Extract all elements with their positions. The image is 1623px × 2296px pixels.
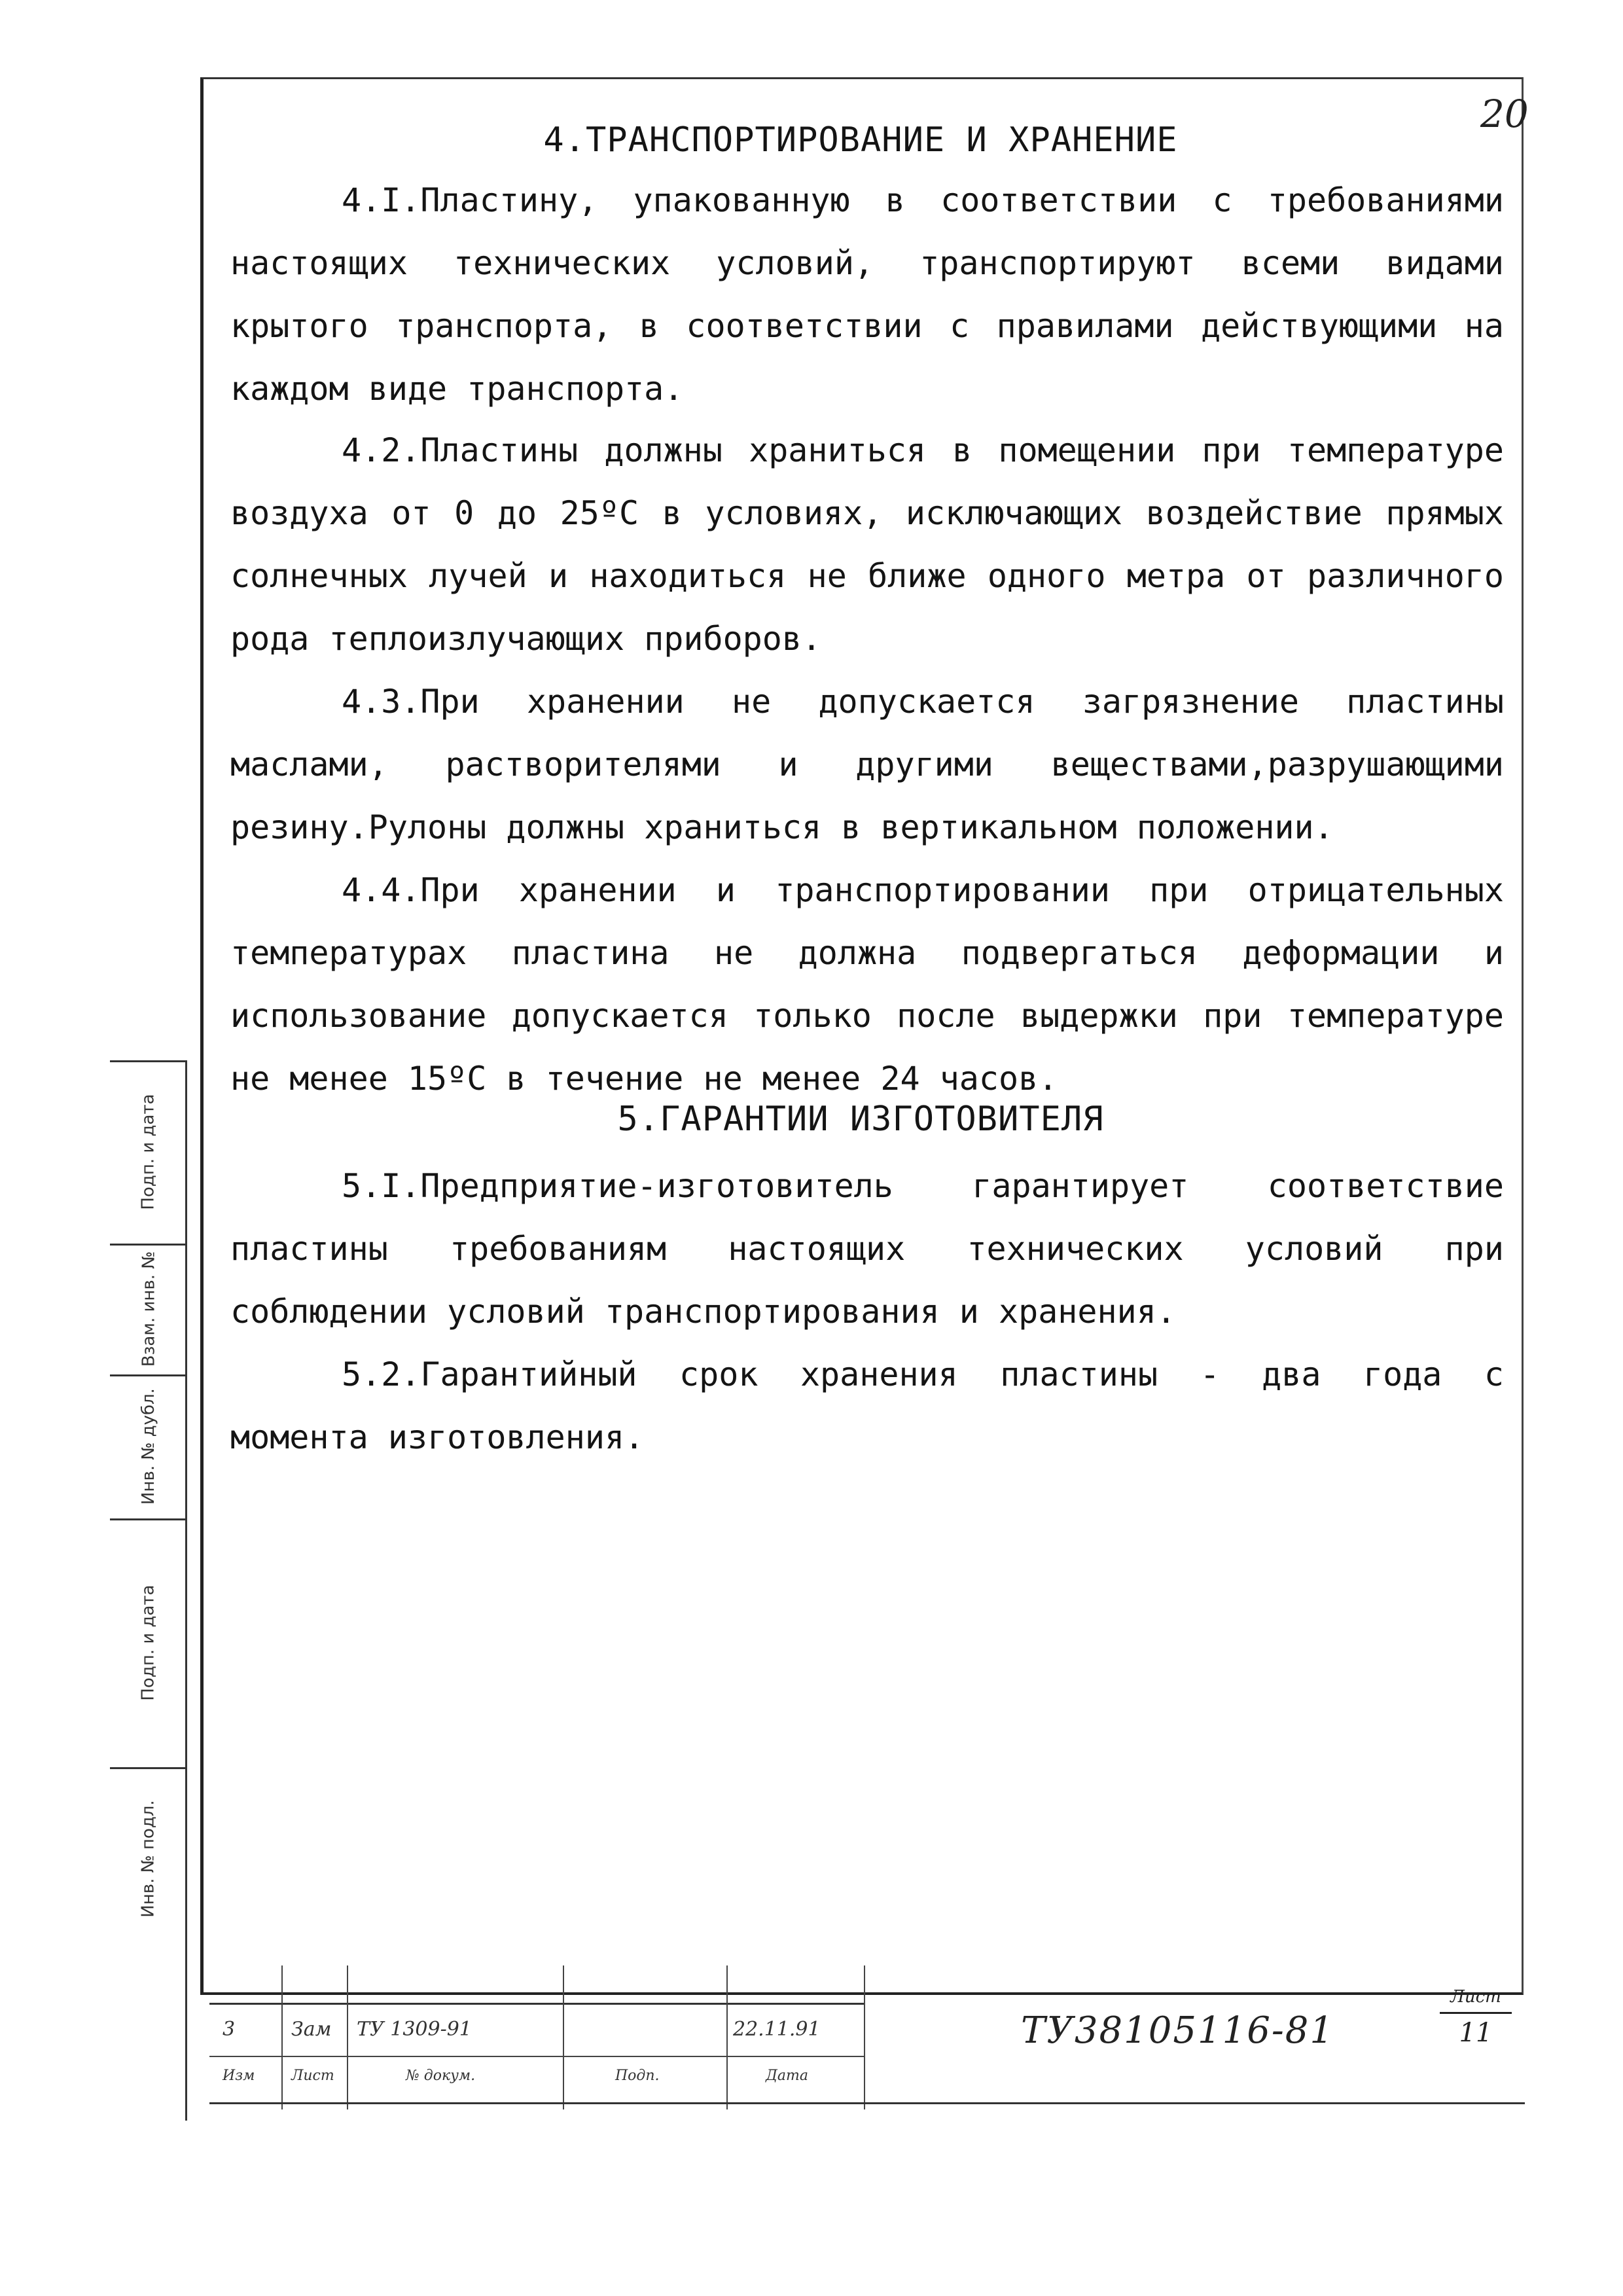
margin-stamp xyxy=(110,1060,187,2121)
paragraph-4-1 xyxy=(230,169,1524,420)
col-header-doc: № докум. xyxy=(406,2068,476,2084)
stamp-divider xyxy=(110,1374,187,1376)
paragraph-4-3-text: 4.3.При хранении не допускается загрязнение пластины маслами, растворителями и другими веществами,разрушающими резину.Рулоны должны храниться в вертикальном положении. xyxy=(230,683,1524,846)
paragraph-4-4-text: 4.4.При хранении и транспортировании при отрицательных температурах пластина не должна подвергаться деформации и использование допускается только после выдержки при температуре не менее 15ºС в течение не менее 24 часов. xyxy=(230,871,1524,1098)
change-sheet: Зам xyxy=(291,2018,332,2041)
col-header-izm: Изм xyxy=(223,2068,255,2084)
paragraph-4-3 xyxy=(230,670,1524,859)
grid-line xyxy=(726,1965,728,2109)
stamp-divider xyxy=(110,1518,187,1520)
paragraph-5-1 xyxy=(230,1155,1524,1343)
paragraph-4-4 xyxy=(230,859,1524,1110)
stamp-divider xyxy=(110,1060,187,1062)
stamp-cell-podp-data xyxy=(119,1073,178,1230)
col-header-data: Дата xyxy=(766,2068,808,2084)
stamp-divider xyxy=(110,1244,187,1246)
paragraph-5-2-text: 5.2.Гарантийный срок хранения пластины - два года с момента изготовления. xyxy=(230,1355,1524,1456)
stamp-cell-inv-podl xyxy=(119,1780,178,1937)
stamp-label: Подп. и дата xyxy=(139,1094,158,1210)
change-date: 22.11.91 xyxy=(733,2018,821,2041)
title-block-grid xyxy=(209,2003,864,2109)
col-header-list: Лист xyxy=(291,2068,334,2084)
stamp-label: Подп. и дата xyxy=(139,1585,158,1701)
col-header-podp: Подп. xyxy=(615,2068,660,2084)
grid-line xyxy=(209,2056,864,2057)
section-5-heading: 5.ГАРАНТИИ ИЗГОТОВИТЕЛЯ xyxy=(617,1100,1104,1139)
grid-line xyxy=(864,1965,865,2109)
stamp-label: Инв. № дубл. xyxy=(139,1388,159,1505)
stamp-cell-inv-dubl xyxy=(119,1388,178,1505)
sheet-label: Лист xyxy=(1440,1987,1512,2014)
paragraph-5-1-text: 5.I.Предприятие-изготовитель гарантирует соответствие пластины требованиям настоящих технических условий при соблюдении условий транспортирования и хранения. xyxy=(230,1167,1524,1331)
grid-line xyxy=(347,1965,348,2109)
grid-line xyxy=(563,1965,564,2109)
title-block-bottom-line xyxy=(209,2102,1525,2104)
stamp-cell-podp-data-2 xyxy=(119,1532,178,1754)
document-code: ТУ38105116-81 xyxy=(1021,2009,1335,2052)
stamp-label: Инв. № подл. xyxy=(139,1800,158,1918)
change-doc: ТУ 1309-91 xyxy=(357,2018,472,2041)
grid-line xyxy=(281,1965,283,2109)
change-no: 3 xyxy=(223,2018,236,2041)
paragraph-4-2-text: 4.2.Пластины должны храниться в помещении при температуре воздуха от 0 до 25ºС в условиях, исключающих воздействие прямых солнечных лучей и находиться не ближе одного метра от различного рода теплоизлучающих приборов. xyxy=(230,431,1524,658)
sheet-number: 11 xyxy=(1459,2018,1493,2048)
paragraph-4-1-text: 4.I.Пластину, упакованную в соответствии с требованиями настоящих технических условий, транспортируют всеми видами крытого транспорта, в соответствии с правилами действующими на каждом виде транспорта. xyxy=(230,181,1524,408)
paragraph-4-2 xyxy=(230,419,1524,670)
sheet-box xyxy=(1440,1987,1512,2048)
section-4-heading: 4.ТРАНСПОРТИРОВАНИЕ И ХРАНЕНИЕ xyxy=(543,120,1178,160)
stamp-label: Взам. инв. № xyxy=(139,1251,158,1367)
stamp-cell-vzam-inv xyxy=(119,1251,178,1367)
paragraph-5-2 xyxy=(230,1343,1524,1469)
page-number: 20 xyxy=(1480,92,1529,136)
stamp-divider xyxy=(110,1767,187,1769)
